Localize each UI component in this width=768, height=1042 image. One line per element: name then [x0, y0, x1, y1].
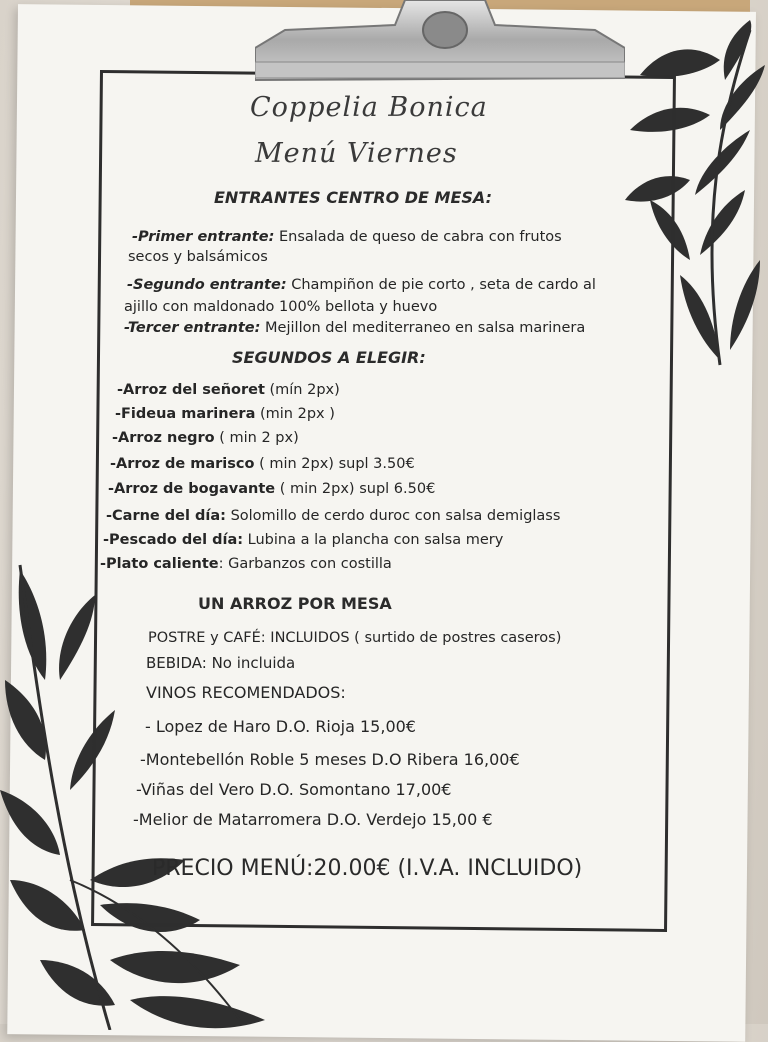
- wine-item: -Montebellón Roble 5 meses D.O Ribera 16,00€: [140, 750, 520, 769]
- segundo-item: [106, 507, 560, 525]
- bebida-line: BEBIDA: No incluida: [146, 654, 296, 672]
- wine-item: -Melior de Matarromera D.O. Verdejo 15,00 €: [133, 810, 493, 829]
- segundo-item: [117, 381, 340, 399]
- segundo-label: -Plato caliente: [100, 556, 219, 572]
- segundo-item: [110, 455, 415, 473]
- entrante-2: [127, 276, 596, 294]
- segundo-label: -Carne del día:: [106, 508, 226, 524]
- entrante-text: Mejillon del mediterraneo en salsa marinera: [260, 320, 586, 336]
- segundo-text: ( min 2 px): [214, 430, 299, 446]
- entrante-3: [124, 319, 585, 337]
- segundo-label: -Arroz del señoret: [117, 382, 265, 398]
- entrante-1-cont: secos y balsámicos: [128, 249, 268, 265]
- arroz-note: UN ARROZ POR MESA: [198, 594, 392, 613]
- entrante-label: -Primer entrante:: [132, 229, 275, 245]
- segundo-item: [112, 429, 299, 447]
- segundo-text: ( min 2px) supl 3.50€: [254, 456, 415, 472]
- segundo-label: -Arroz negro: [112, 430, 215, 446]
- wine-item: -Viñas del Vero D.O. Somontano 17,00€: [136, 780, 452, 799]
- segundo-label: -Arroz de bogavante: [108, 481, 276, 497]
- wine-item: - Lopez de Haro D.O. Rioja 15,00€: [145, 717, 416, 736]
- entrante-label: -Tercer entrante:: [124, 320, 261, 336]
- entrante-1: [132, 228, 562, 246]
- entrante-label: -Segundo entrante:: [127, 277, 287, 293]
- entrante-2-cont: ajillo con maldonado 100% bellota y huevo: [124, 299, 438, 315]
- segundos-heading: SEGUNDOS A ELEGIR:: [232, 348, 426, 367]
- segundo-item: [108, 480, 435, 498]
- entrante-text: Ensalada de queso de cabra con frutos: [274, 229, 562, 245]
- segundo-text: : Garbanzos con costilla: [218, 556, 392, 572]
- menu-price: PRECIO MENÚ:20.00€ (I.V.A. INCLUIDO): [152, 856, 583, 881]
- segundo-text: Solomillo de cerdo duroc con salsa demiglass: [225, 508, 561, 524]
- segundo-item: [100, 555, 392, 573]
- segundo-text: ( min 2px) supl 6.50€: [275, 481, 436, 497]
- menu-day-title: Menú Viernes: [255, 138, 458, 169]
- postre-line: POSTRE y CAFÉ: INCLUIDOS ( surtido de postres caseros): [148, 630, 562, 646]
- segundo-text: Lubina a la plancha con salsa mery: [243, 532, 504, 548]
- restaurant-name: Coppelia Bonica: [250, 92, 488, 123]
- segundo-item: [115, 405, 335, 423]
- segundo-text: (min 2px ): [255, 406, 335, 422]
- segundo-label: -Pescado del día:: [103, 532, 244, 548]
- segundo-label: -Arroz de marisco: [110, 456, 255, 472]
- entrante-text: Champiñon de pie corto , seta de cardo al: [286, 277, 596, 293]
- entrantes-heading: ENTRANTES CENTRO DE MESA:: [214, 188, 492, 207]
- vinos-heading: VINOS RECOMENDADOS:: [146, 683, 346, 702]
- segundo-label: -Fideua marinera: [115, 406, 256, 422]
- segundo-text: (mín 2px): [264, 382, 340, 398]
- segundo-item: [103, 531, 503, 549]
